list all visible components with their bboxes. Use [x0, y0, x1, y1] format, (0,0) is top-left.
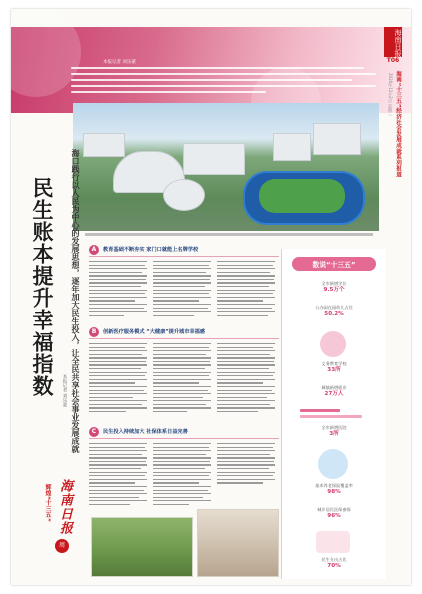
section-c-column-1: [89, 443, 147, 507]
stat-value: 98%: [327, 489, 341, 495]
stat-item: [286, 305, 382, 318]
stat-value: 96%: [327, 513, 341, 519]
stat-item: [286, 281, 382, 294]
stat-item: [286, 483, 382, 496]
masthead-logo: 海南日报: [384, 27, 402, 57]
stat-value: 3所: [329, 431, 339, 437]
section-c-column-2: [153, 443, 211, 507]
section-a-column-2: [153, 261, 211, 318]
stat-label: 基本养老保险覆盖率: [315, 483, 353, 488]
section-a-title: 教育基础不断夯实 家门口就能上名牌学校: [103, 247, 199, 253]
clinic-photo: [197, 509, 279, 577]
section-meta: 2020年12月2日 星期三: [388, 73, 393, 117]
photo-caption: [85, 233, 373, 236]
header-banner: [11, 27, 411, 113]
section-c-badge: C: [89, 427, 99, 437]
series-logo-subtitle: 辉煌“十三五”: [44, 484, 51, 522]
section-b-column-2: [153, 343, 211, 415]
stat-label: 城乡居民医保参保: [317, 507, 351, 512]
section-b-badge: B: [89, 327, 99, 337]
stat-item: [286, 425, 382, 438]
intro-paragraph: [71, 67, 376, 105]
section-a-heading: [89, 245, 279, 257]
stat-item: [286, 385, 382, 398]
section-c-column-3: [217, 443, 275, 486]
section-b-heading: [89, 327, 279, 339]
stat-label: 义务教育学校: [321, 361, 347, 366]
series-logo: 海南日报: [57, 479, 72, 535]
subheadline: 海口践行以人民为中心的发展思想，逐年加大民生投入，让全民共享社会事业发展成就: [71, 149, 81, 453]
stat-value: 33所: [327, 367, 341, 373]
stat-value: 70%: [327, 563, 341, 569]
stat-item: [286, 507, 382, 520]
page-number: T06: [386, 57, 400, 64]
newspaper-page: [11, 9, 411, 585]
farm-photo: [91, 517, 193, 577]
sidebar-title-pill: [292, 257, 376, 271]
stat-value: 9.5万个: [323, 287, 345, 293]
section-b-column-1: [89, 343, 147, 415]
series-logo-badge: 周: [55, 539, 69, 553]
stat-bar: [300, 409, 340, 412]
sidebar-title: 数说“十三五”: [312, 261, 356, 269]
school-icon: [320, 331, 346, 357]
section-c-heading: [89, 427, 279, 439]
hero-photo: [73, 103, 379, 231]
section-a-badge: A: [89, 245, 99, 255]
family-icon: [316, 531, 350, 553]
stat-item: [286, 557, 382, 570]
stat-label: 城镇新增就业: [321, 385, 347, 390]
stat-value: 50.2%: [324, 311, 344, 317]
hospital-icon: [318, 449, 348, 479]
stat-bar: [300, 415, 362, 418]
section-a-column-3: [217, 261, 275, 318]
stat-label: 民生支出占比: [321, 557, 347, 562]
section-c-title: 民生投入持续加大 社保体系日益完善: [103, 429, 188, 435]
stat-item: [286, 361, 382, 374]
section-a-column-1: [89, 261, 147, 318]
byline: 本报记者 刘乐蒙: [62, 374, 67, 407]
data-sidebar: [281, 249, 386, 579]
section-b-column-3: [217, 343, 275, 415]
section-b-title: 创新医疗服务模式 “大健康”提升城市幸福感: [103, 329, 205, 335]
dateline: 本报记者 刘乐蒙: [103, 60, 136, 65]
stat-label: 全市新增医院: [321, 425, 347, 430]
section-title: 海南“十三五”经济社会发展成就系列报道: [395, 71, 401, 178]
stat-value: 27万人: [324, 391, 344, 397]
stat-label: 全市新增学位: [321, 281, 347, 286]
headline: 民生账本提升幸福指数: [30, 177, 55, 397]
stat-label: 公办园在园幼儿占比: [315, 305, 353, 310]
